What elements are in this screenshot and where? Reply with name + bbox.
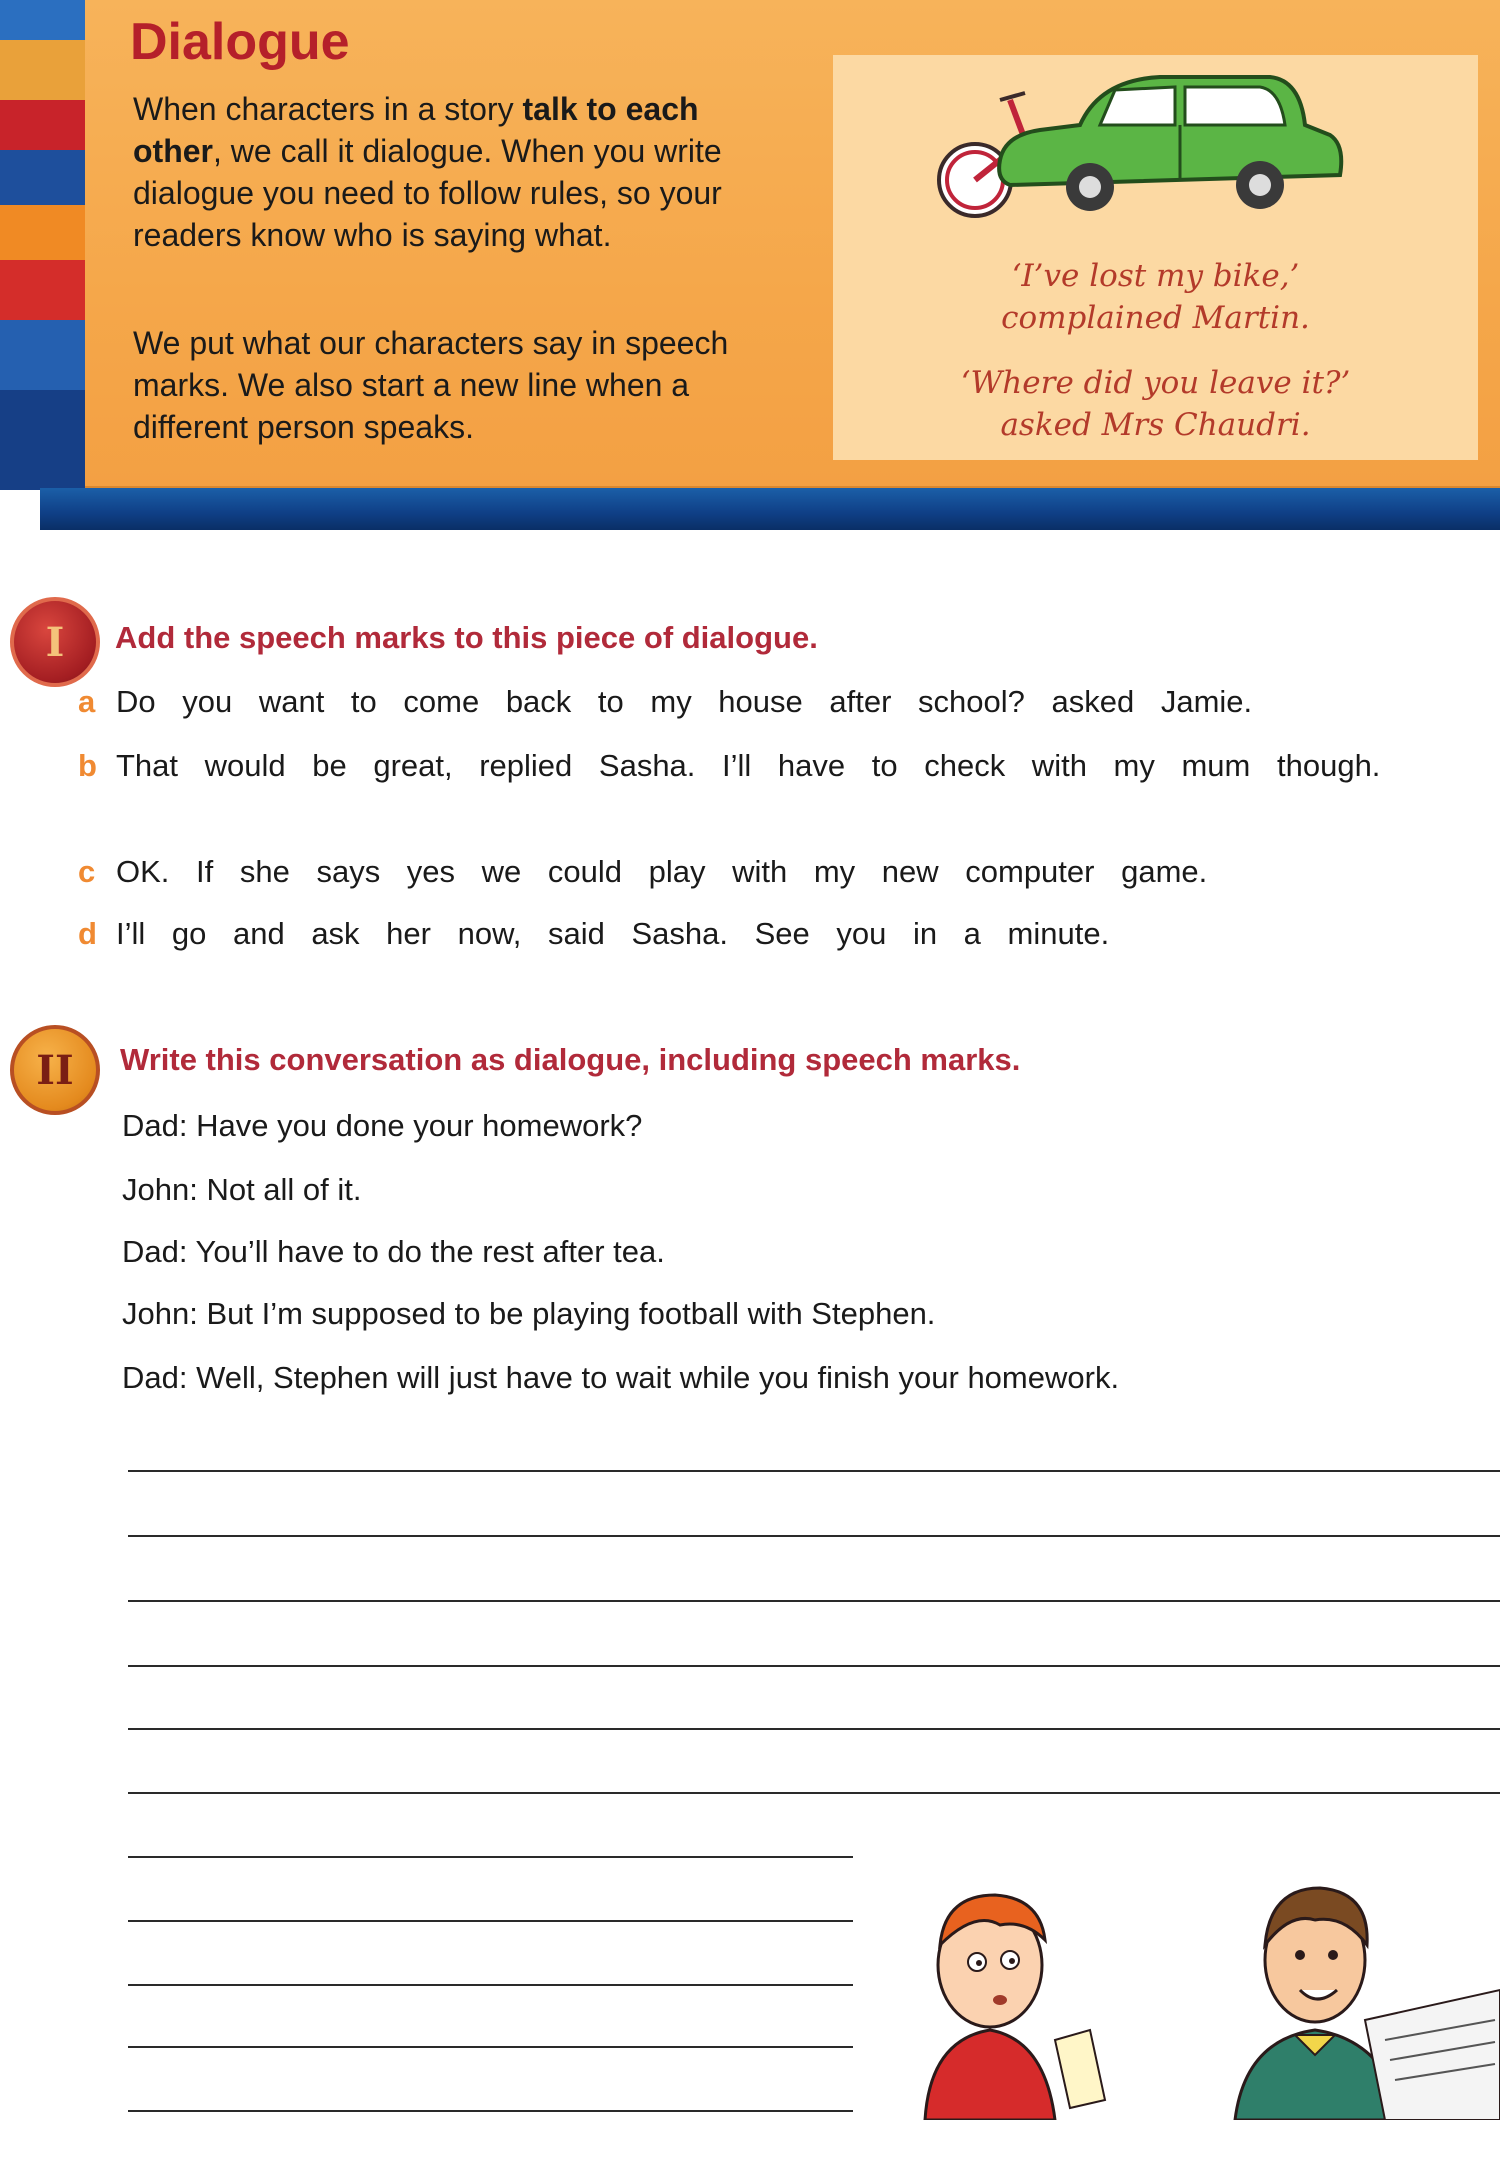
conversation-line: Dad: Have you done your homework? [122,1108,643,1143]
item-letter: b [78,748,97,783]
intro-text: , we call it dialogue. When you write dialogue you need to follow rules, so your readers know who is saying what. [133,133,722,253]
writing-line[interactable] [128,1920,853,1922]
writing-line[interactable] [128,1665,1500,1667]
conversation-line: Dad: You’ll have to do the rest after tea. [122,1234,665,1269]
conversation-line: Dad: Well, Stephen will just have to wait while you finish your homework. [122,1360,1120,1395]
writing-line[interactable] [128,2110,853,2112]
example-dialogue-1 [833,255,1478,339]
car-and-bike-illustration [930,65,1350,230]
section-2-instruction: Write this conversation as dialogue, including speech marks. [120,1042,1021,1077]
writing-line[interactable] [128,1470,1500,1472]
section-1-badge: I [10,597,100,687]
writing-line[interactable] [128,1856,853,1858]
example-line: ‘Where did you leave it?’ [960,365,1351,401]
example-line: complained Martin. [1001,300,1310,336]
dad-figure [1235,1888,1500,2120]
example-line: asked Mrs Chaudri. [1000,407,1311,443]
banner-base [40,488,1500,530]
writing-line[interactable] [128,1792,1500,1794]
example-line: ‘I’ve lost my bike,’ [1011,258,1300,294]
item-letter: a [78,684,96,719]
conversation-line: John: But I’m supposed to be playing football with Stephen. [122,1296,936,1331]
item-text: Do you want to come back to my house after school? asked Jamie. [116,684,1253,719]
item-text: That would be great, replied Sasha. I’ll have to check with my mum though. [116,748,1381,783]
boy-figure [925,1895,1105,2120]
example-dialogue-2 [833,362,1478,446]
section-1-instruction: Add the speech marks to this piece of dialogue. [115,620,818,655]
intro-text: When characters in a story [133,91,523,127]
writing-line[interactable] [128,1728,1500,1730]
intro-paragraph-2: We put what our characters say in speech marks. We also start a new line when a different person speaks. [133,325,729,445]
writing-line[interactable] [128,1600,1500,1602]
writing-line[interactable] [128,2046,853,2048]
writing-line[interactable] [128,1984,853,1986]
item-letter: c [78,854,96,889]
section-2-badge: II [10,1025,100,1115]
item-text: I’ll go and ask her now, said Sasha. See you in a minute. [116,916,1110,951]
intro-emphasis: talk to each other [133,91,699,169]
page-title: Dialogue [130,13,350,71]
item-letter: d [78,916,97,951]
writing-line[interactable] [128,1535,1500,1537]
item-text: OK. If she says yes we could play with my new computer game. [116,854,1208,889]
intro-paragraph-1 [133,88,753,256]
conversation-line: John: Not all of it. [122,1172,362,1207]
boy-and-dad-illustration [905,1850,1500,2120]
